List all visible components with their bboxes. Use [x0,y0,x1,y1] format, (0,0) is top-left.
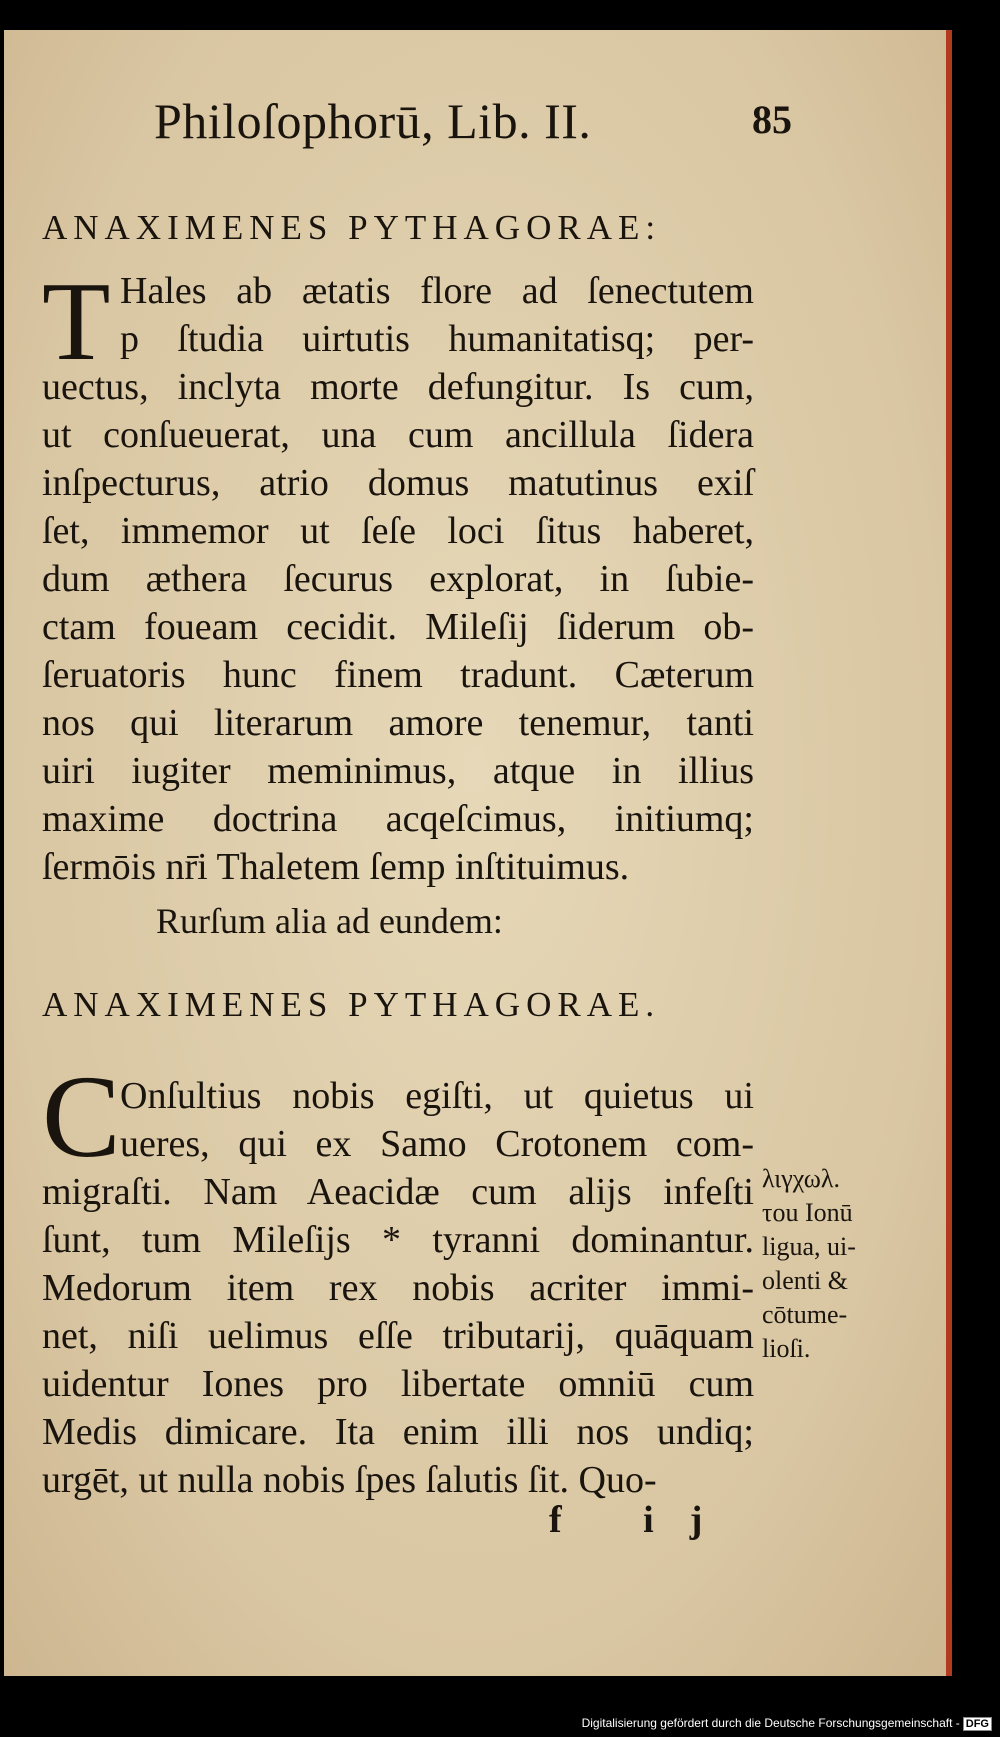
marginal-line: τοu Ionū [762,1198,853,1227]
text-line: p ſtudia uirtutis humanitatisq; per- [120,318,754,360]
text-line: uidentur Iones pro libertate omniū cum [42,1363,754,1405]
marginal-line: cōtume- [762,1300,848,1329]
drop-cap-t: T [42,260,111,384]
text-line: ueres, qui ex Samo Crotonem com- [120,1123,754,1165]
book-page [4,30,952,1676]
marginal-line: ligua, ui- [762,1232,856,1261]
text-line: ſet, immemor ut ſeſe loci ſitus haberet, [42,510,754,552]
text-line: ut conſueuerat, una cum ancillula ſidera [42,414,754,456]
letter-heading-1: ANAXIMENES PYTHAGORAE: [42,208,662,247]
letter-body-2 [42,1072,754,1504]
text-line: ſeruatoris hunc finem tradunt. Cæterum [42,654,754,696]
letter-body-1 [42,260,754,891]
text-line: uiri iugiter meminimus, atque in illius [42,750,754,792]
marginal-line: λιγχωλ. [762,1164,840,1193]
text-line: net, niſi uelimus eſſe tributarij, quāquam [42,1315,754,1357]
text-line: ctam foueam cecidit. Mileſij ſiderum ob- [42,606,754,648]
text-line: Hales ab ætatis flore ad ſenectutem [120,270,754,312]
page-number: 85 [752,97,792,142]
marginal-line: olenti & [762,1266,848,1295]
text-line: dum æthera ſecurus explorat, in ſubie- [42,558,754,600]
text-line: Onſultius nobis egiſti, ut quietus ui [120,1075,754,1117]
drop-cap-c: C [42,1051,121,1182]
dfg-logo: DFG [963,1717,992,1731]
text-line: uectus, inclyta morte defungitur. Is cum, [42,366,754,408]
text-line: ſermōis nr̄i Thaletem ſemp inſtituimus. [42,846,630,888]
credit-text: Digitalisierung gefördert durch die Deutsche Forschungsgemeinschaft - [581,1716,960,1730]
signature-mark: f ij [549,1499,739,1541]
digitization-credit [582,1716,992,1731]
marginal-line: lioſi. [762,1334,811,1363]
text-line: nos qui literarum amore tenemur, tanti [42,702,754,744]
text-line: Medorum item rex nobis acriter immi- [42,1267,754,1309]
marginal-note [762,1162,902,1366]
letter-heading-2: ANAXIMENES PYTHAGORAE. [42,985,661,1024]
text-line: migraſti. Nam Aeacidæ cum alijs infeſti [42,1171,754,1213]
running-title: Philoſophorū, Lib. II. [154,93,592,149]
text-line: urgēt, ut nulla nobis ſpes ſalutis ſit. Quo- [42,1459,657,1501]
text-line: Medis dimicare. Ita enim illi nos undiq; [42,1411,754,1453]
text-line: inſpecturus, atrio domus matutinus exiſ [42,462,754,504]
subtitle: Rurſum alia ad eundem: [156,901,503,941]
text-line: ſunt, tum Mileſijs * tyranni dominantur. [42,1219,754,1261]
text-line: maxime doctrina acqeſcimus, initiumq; [42,798,754,840]
